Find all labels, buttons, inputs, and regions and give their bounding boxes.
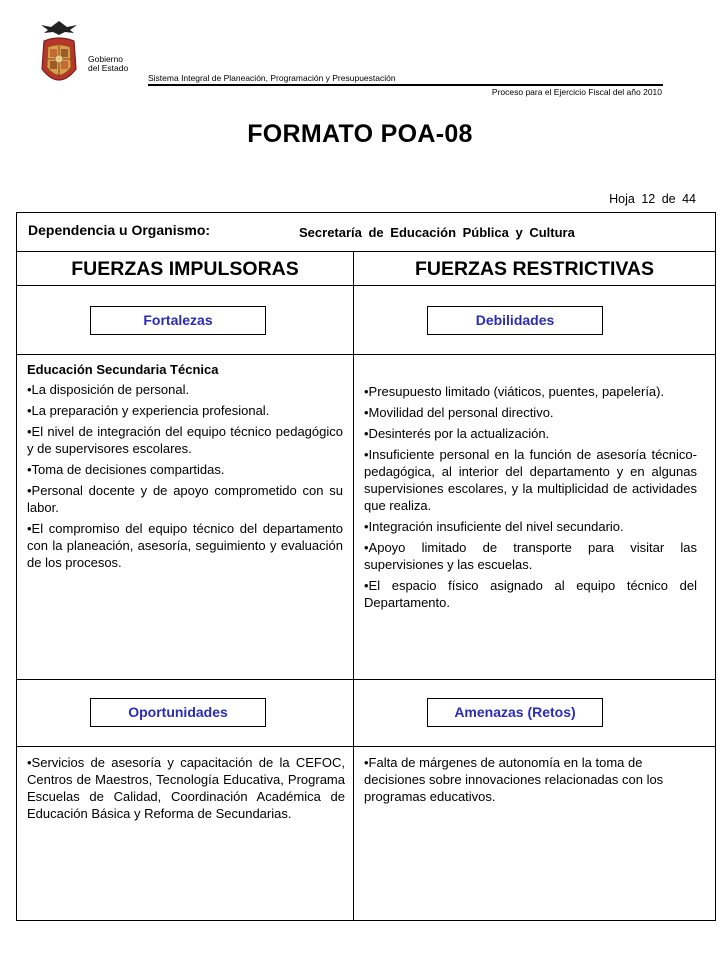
column-divider — [353, 252, 354, 920]
weaknesses-label: Debilidades — [427, 306, 603, 335]
page-title: FORMATO POA-08 — [247, 120, 473, 148]
strengths-item: •Personal docente y de apoyo comprometido con su labor. — [27, 483, 343, 515]
government-line-1: Gobierno — [88, 54, 123, 64]
weaknesses-item: •El espacio físico asignado al equipo técnico del Departamento. — [364, 578, 697, 610]
weaknesses-item: •Integración insuficiente del nivel secundario. — [364, 519, 624, 534]
opportunities-cell — [27, 754, 345, 826]
sheet-total: 44 — [682, 192, 696, 206]
opportunities-label: Oportunidades — [90, 698, 266, 727]
weaknesses-item: •Presupuesto limitado (viáticos, puentes, papelería). — [364, 384, 665, 399]
government-label — [88, 55, 128, 73]
coat-of-arms-logo — [36, 17, 82, 95]
strengths-cell — [27, 361, 343, 575]
weaknesses-item: •Desinterés por la actualización. — [364, 426, 550, 441]
strengths-item: •La disposición de personal. — [27, 382, 190, 397]
dependency-label: Dependencia u Organismo: — [28, 222, 211, 238]
strengths-subtitle: Educación Secundaria Técnica — [27, 362, 219, 377]
system-name: Sistema Integral de Planeación, Programación y Presupuestación — [148, 73, 396, 83]
restrictive-forces-header: FUERZAS RESTRICTIVAS — [414, 258, 655, 280]
row-divider — [17, 251, 715, 252]
row-divider — [17, 285, 715, 286]
strengths-item: •El compromiso del equipo técnico del departamento con la planeación, asesoría, seguimiento y evaluación de los procesos. — [27, 521, 343, 570]
sheet-number: 12 — [641, 192, 656, 206]
strengths-item: •La preparación y experiencia profesional. — [27, 403, 270, 418]
process-year: Proceso para el Ejercicio Fiscal del año 2010 — [491, 87, 662, 97]
strengths-label: Fortalezas — [90, 306, 266, 335]
weaknesses-item: •Insuficiente personal en la función de asesoría técnico-pedagógica, al interior del departamento y en algunas supervisiones escolares, y la multiplicidad de actividades que realiza. — [364, 447, 697, 513]
sheet-label: Hoja — [609, 192, 635, 206]
header-divider — [148, 84, 663, 86]
row-divider — [17, 354, 715, 355]
dependency-value: Secretaría de Educación Pública y Cultura — [299, 225, 575, 240]
row-divider — [17, 679, 715, 680]
sheet-counter — [609, 192, 696, 206]
swot-table — [16, 212, 716, 921]
weaknesses-item: •Movilidad del personal directivo. — [364, 405, 554, 420]
sheet-of: de — [661, 192, 676, 206]
row-divider — [17, 746, 715, 747]
threats-cell — [364, 754, 697, 809]
strengths-item: •Toma de decisiones compartidas. — [27, 462, 225, 477]
opportunities-item: •Servicios de asesoría y capacitación de la CEFOC, Centros de Maestros, Tecnología Educativa, Programa Escuelas de Calidad, Coordinación Académica de Educación Básica y Reforma de Secundarias. — [27, 755, 345, 821]
threats-label: Amenazas (Retos) — [427, 698, 603, 727]
threats-item: •Falta de márgenes de autonomía en la toma de decisiones sobre innovaciones relacionadas con los programas educativos. — [364, 755, 664, 804]
weaknesses-item: •Apoyo limitado de transporte para visitar las supervisiones y las escuelas. — [364, 540, 697, 572]
strengths-item: •El nivel de integración del equipo técnico pedagógico y de supervisores escolares. — [27, 424, 343, 456]
weaknesses-cell — [364, 383, 697, 615]
driving-forces-header: FUERZAS IMPULSORAS — [71, 258, 299, 280]
government-line-2: del Estado — [88, 63, 129, 73]
